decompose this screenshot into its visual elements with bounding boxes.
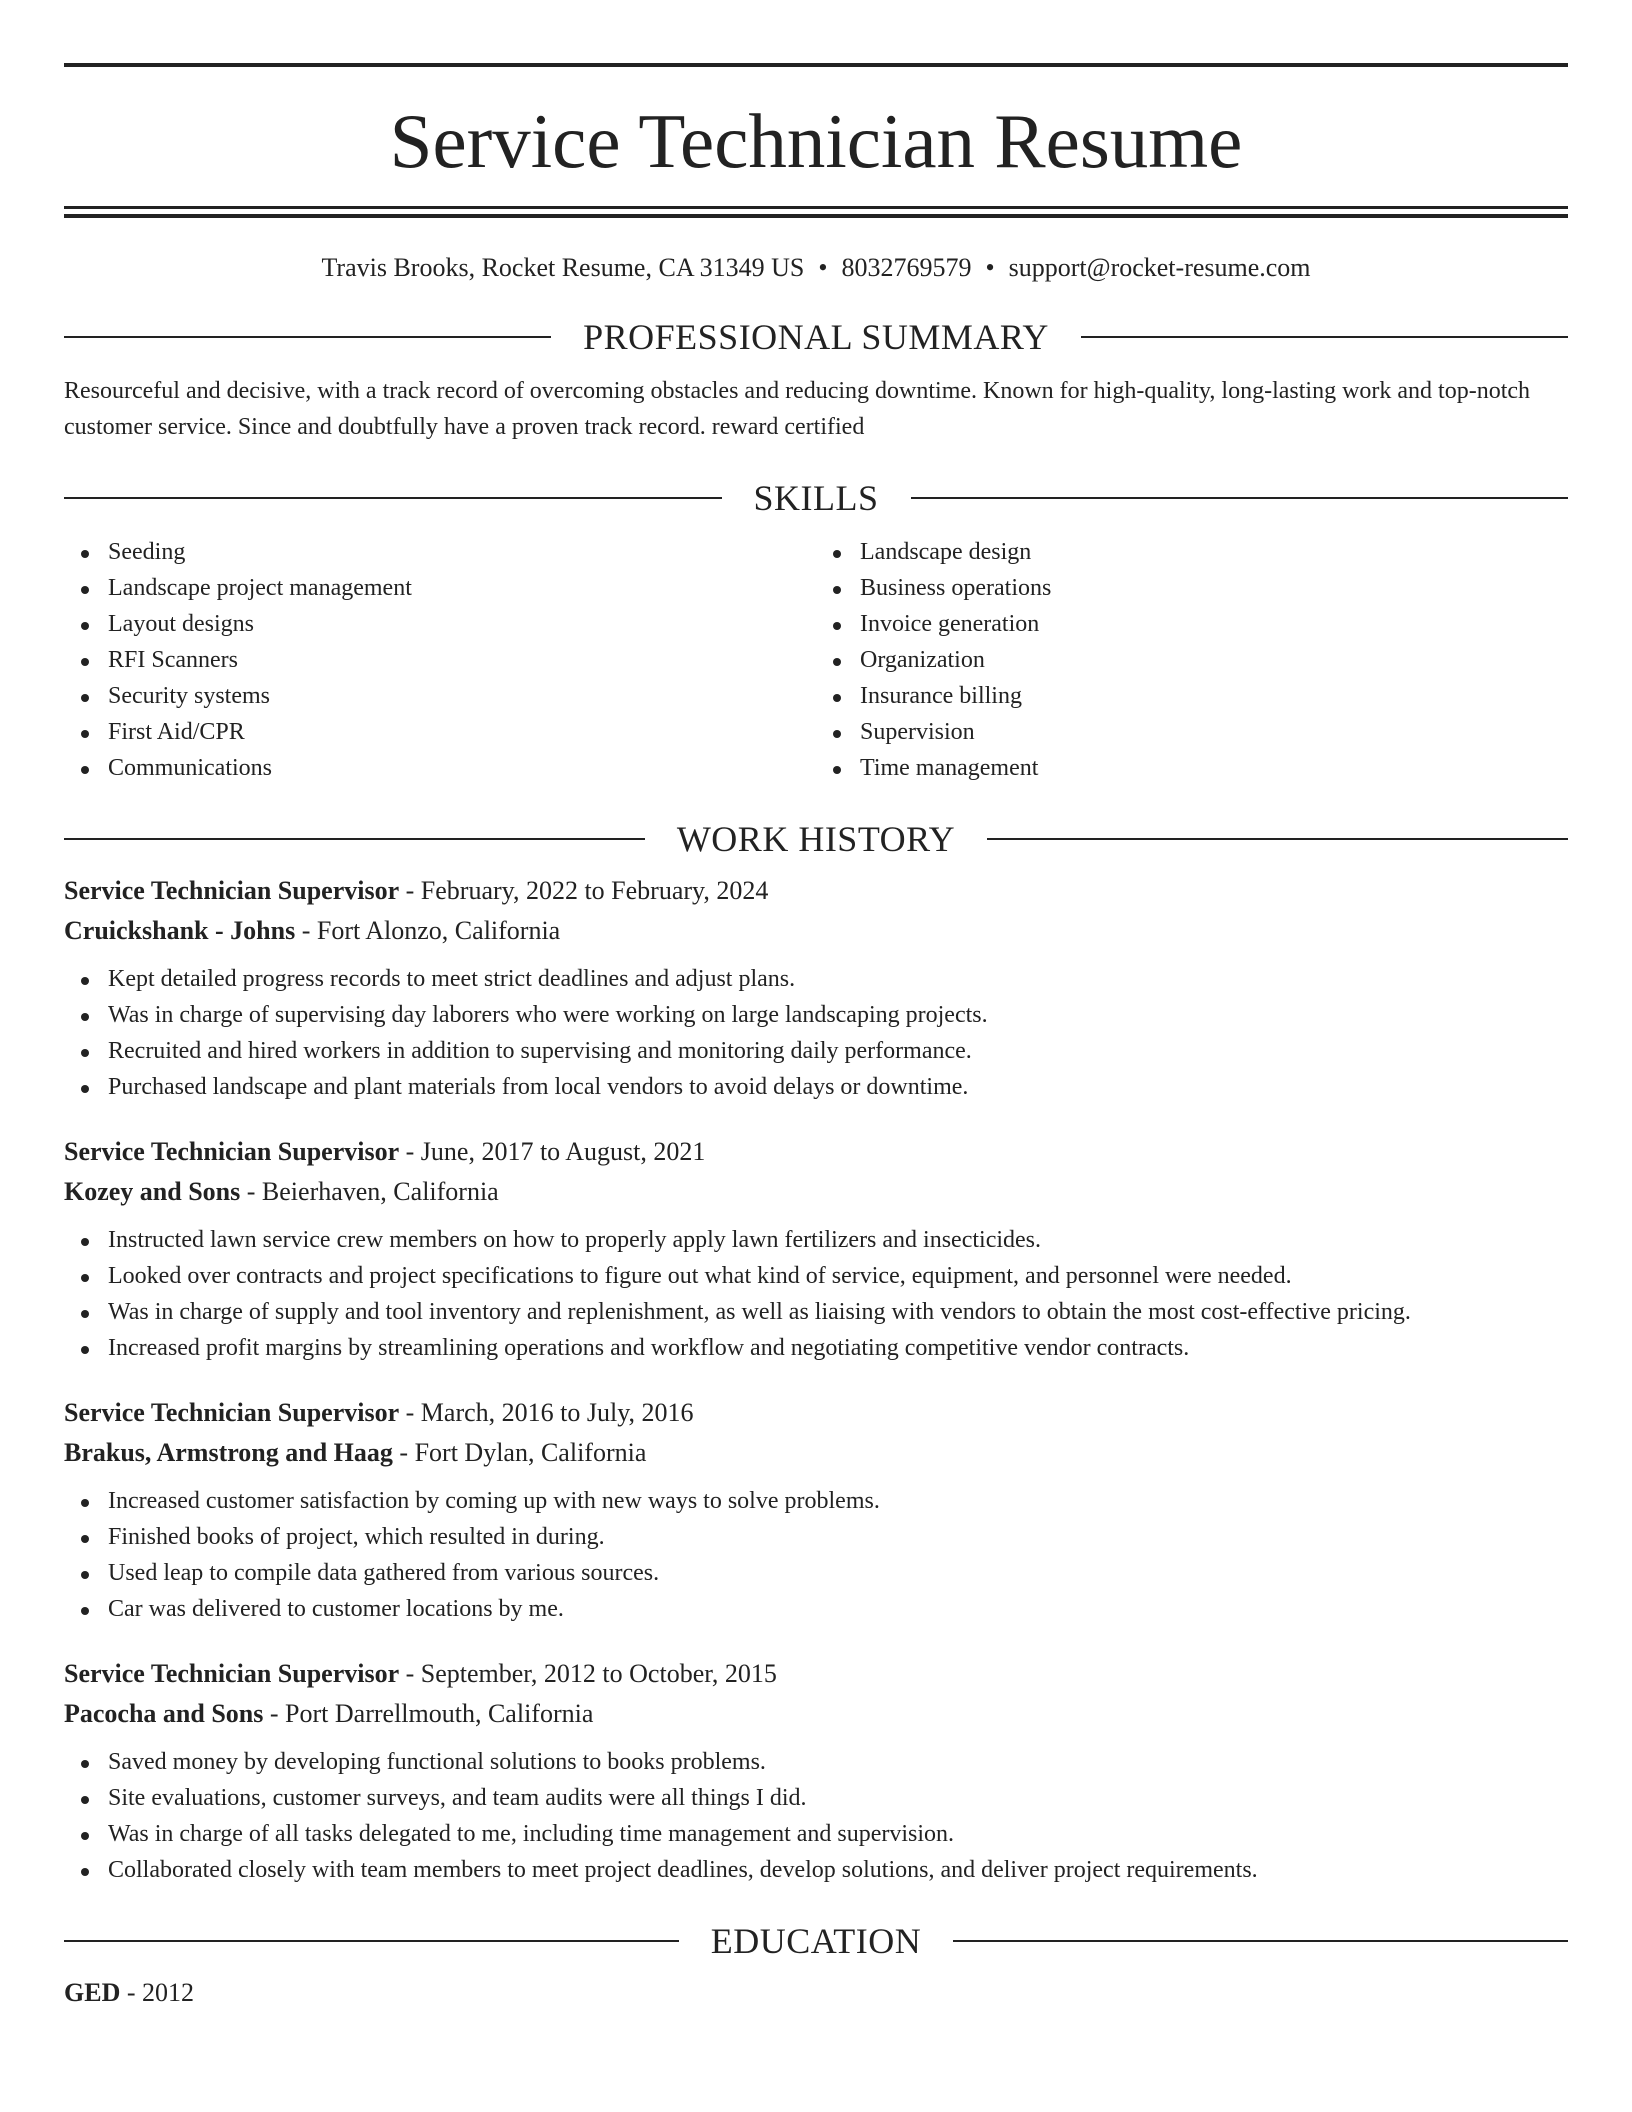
job-dates: - September, 2012 to October, 2015 [399,1659,777,1688]
job-bullet: Purchased landscape and plant materials from local vendors to avoid delays or downtime. [108,1069,1568,1105]
page-title: Service Technician Resume [389,98,1243,184]
job-bullet: Was in charge of supervising day laborers who were working on large landscaping projects. [108,997,1568,1033]
job-title-line [64,1654,1568,1694]
education-degree-line [64,1973,1568,2013]
skills-list [64,534,1568,786]
job-dates: - February, 2022 to February, 2024 [399,876,769,905]
contact-email: support@rocket-resume.com [1008,253,1311,282]
job-bullets [64,1483,1568,1627]
title-double-rule [64,206,1568,218]
divider [64,838,645,840]
skill-item: Insurance billing [860,678,1568,714]
job-bullet: Looked over contracts and project specifications to figure out what kind of service, equipment, and personnel were needed. [108,1258,1568,1294]
job-company-line [64,1694,1568,1734]
resume-page [64,0,1568,2013]
skill-item: Landscape design [860,534,1568,570]
job-dates: - June, 2017 to August, 2021 [399,1137,706,1166]
skill-item: First Aid/CPR [108,714,816,750]
job-company-line [64,911,1568,951]
job-title-line [64,1132,1568,1172]
job-title: Service Technician Supervisor [64,1659,400,1688]
job-bullet: Was in charge of all tasks delegated to me, including time management and supervision. [108,1816,1568,1852]
job-title-line [64,871,1568,911]
divider [64,1940,679,1942]
job-company: Kozey and Sons [64,1177,241,1206]
education-entry [64,1973,1568,2013]
skill-item: Security systems [108,678,816,714]
skill-item: Supervision [860,714,1568,750]
job-company: Brakus, Armstrong and Haag [64,1438,393,1467]
skill-item: Organization [860,642,1568,678]
job-company: Pacocha and Sons [64,1699,264,1728]
job-bullet: Collaborated closely with team members to meet project deadlines, develop solutions, and deliver project requirements. [108,1852,1568,1888]
divider [1081,336,1568,338]
job-entry [64,1132,1568,1366]
job-entry [64,1393,1568,1627]
divider [911,497,1569,499]
summary-text: Resourceful and decisive, with a track record of overcoming obstacles and reducing downtime. Known for high-quality, long-lasting work and top-notch customer service. Since and doubtfully have a proven track record. reward certified [64,378,1531,440]
job-bullet: Increased profit margins by streamlining operations and workflow and negotiating competitive vendor contracts. [108,1330,1568,1366]
contact-separator: • [985,253,995,282]
skill-item: RFI Scanners [108,642,816,678]
job-company: Cruickshank - Johns [64,916,296,945]
job-company-line [64,1433,1568,1473]
skill-item: Invoice generation [860,606,1568,642]
job-bullet: Site evaluations, customer surveys, and team audits were all things I did. [108,1780,1568,1816]
job-bullet: Saved money by developing functional solutions to books problems. [108,1744,1568,1780]
job-title: Service Technician Supervisor [64,1398,400,1427]
section-title: EDUCATION [710,1921,922,1961]
divider [987,838,1568,840]
education-degree: GED [64,1978,121,2007]
job-title: Service Technician Supervisor [64,876,400,905]
job-bullet: Finished books of project, which resulted in during. [108,1519,1568,1555]
job-title: Service Technician Supervisor [64,1137,400,1166]
contact-separator: • [818,253,828,282]
section-header-education [64,1919,1568,1963]
work-history [64,871,1568,1888]
divider [953,1940,1568,1942]
skill-item: Time management [860,750,1568,786]
divider [64,336,551,338]
job-location: - Beierhaven, California [240,1177,499,1206]
job-bullet: Recruited and hired workers in addition to supervising and monitoring daily performance. [108,1033,1568,1069]
job-bullet: Was in charge of supply and tool inventory and replenishment, as well as liaising with vendors to obtain the most cost-effective pricing. [108,1294,1568,1330]
job-bullet: Kept detailed progress records to meet strict deadlines and adjust plans. [108,961,1568,997]
section-header-summary [64,315,1568,359]
section-title: PROFESSIONAL SUMMARY [583,317,1049,357]
job-bullets [64,1222,1568,1366]
skill-item: Business operations [860,570,1568,606]
section-header-skills [64,476,1568,520]
job-location: - Fort Dylan, California [392,1438,647,1467]
education-year: - 2012 [120,1978,195,2007]
section-header-work [64,817,1568,861]
skill-item: Seeding [108,534,816,570]
job-location: - Port Darrellmouth, California [263,1699,594,1728]
skill-item: Layout designs [108,606,816,642]
job-bullets [64,1744,1568,1888]
job-bullet: Instructed lawn service crew members on how to properly apply lawn fertilizers and insecticides. [108,1222,1568,1258]
job-bullet: Car was delivered to customer locations by me. [108,1591,1568,1627]
skills-column-right [816,534,1568,786]
skill-item: Communications [108,750,816,786]
divider [64,497,722,499]
job-bullets [64,961,1568,1105]
job-title-line [64,1393,1568,1433]
top-rule [64,63,1568,67]
job-bullet: Increased customer satisfaction by coming up with new ways to solve problems. [108,1483,1568,1519]
job-location: - Fort Alonzo, California [295,916,561,945]
job-bullet: Used leap to compile data gathered from various sources. [108,1555,1568,1591]
contact-phone: 8032769579 [841,253,972,282]
job-entry [64,1654,1568,1888]
job-entry [64,871,1568,1105]
skill-item: Landscape project management [108,570,816,606]
skills-column-left [64,534,816,786]
section-title: WORK HISTORY [676,819,956,859]
job-company-line [64,1172,1568,1212]
job-dates: - March, 2016 to July, 2016 [399,1398,694,1427]
contact-address: Travis Brooks, Rocket Resume, CA 31349 US [321,253,805,282]
contact-line [64,252,1568,284]
section-title: SKILLS [753,478,879,518]
